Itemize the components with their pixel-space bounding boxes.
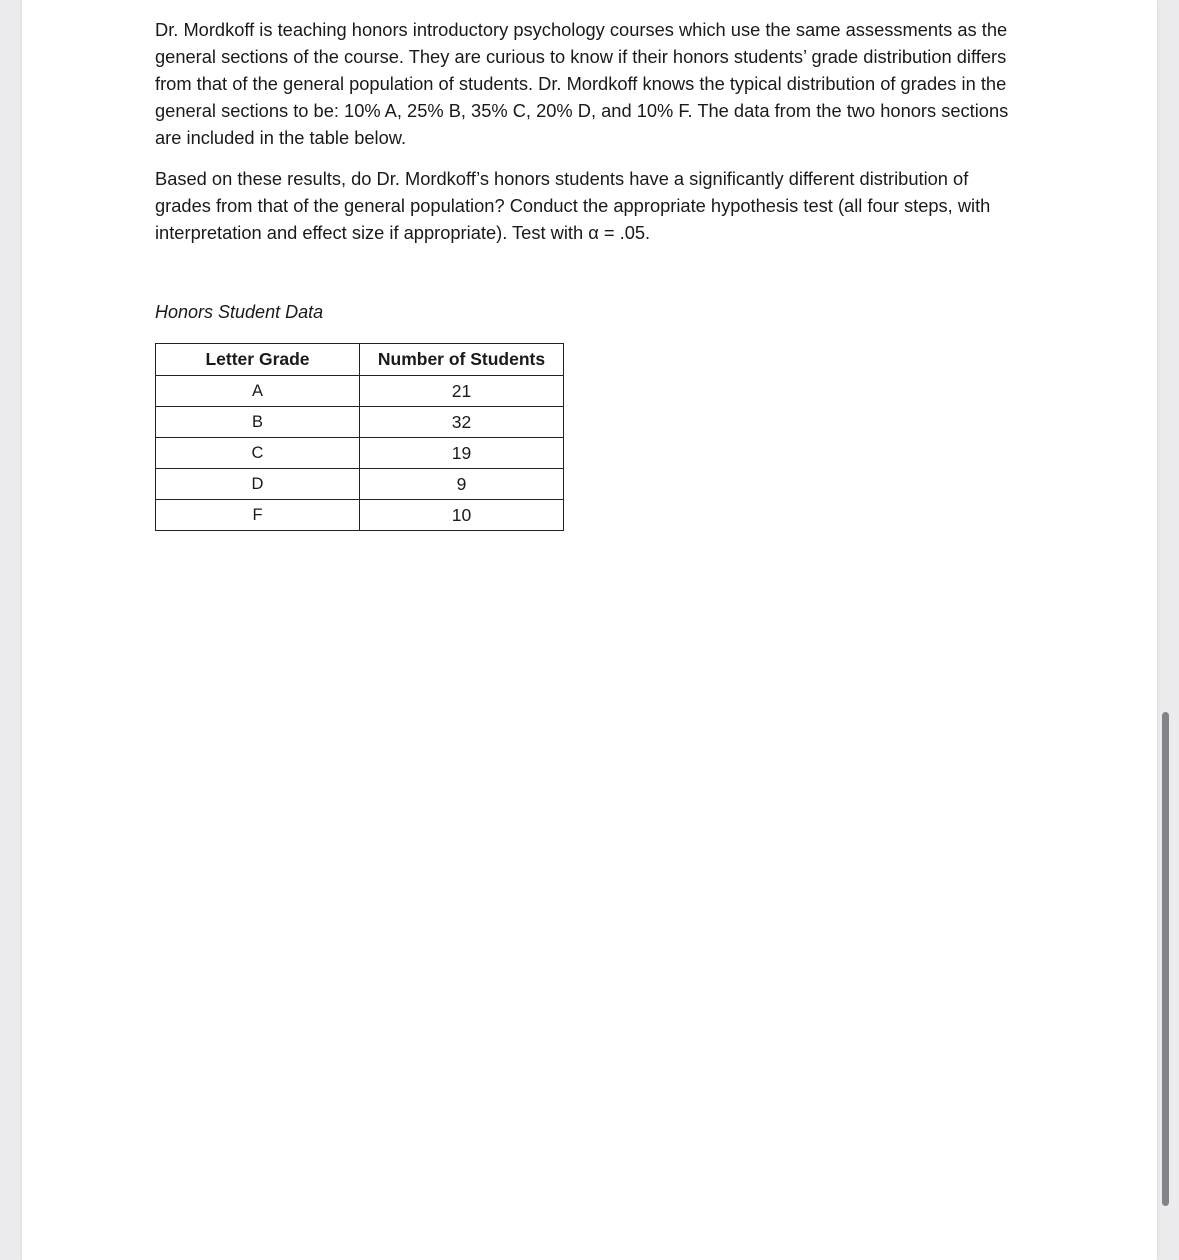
count-cell: 32 bbox=[360, 407, 564, 438]
grade-cell: F bbox=[156, 500, 360, 531]
table-caption: Honors Student Data bbox=[155, 302, 324, 322]
question-paragraph: Based on these results, do Dr. Mordkoff’s honors students have a significantly different distribution of grades from that of the general population? Conduct the appropriate hypothesis test (all four steps, with interpretation and effect size if appropriate). Test with α = .05. bbox=[155, 168, 991, 243]
grade-cell: C bbox=[156, 438, 360, 469]
scrollbar-thumb[interactable] bbox=[1162, 712, 1169, 1206]
header-letter-grade: Letter Grade bbox=[156, 344, 360, 376]
table-header-row bbox=[156, 344, 564, 376]
count-cell: 21 bbox=[360, 376, 564, 407]
grade-cell: D bbox=[156, 469, 360, 500]
problem-paragraph: Dr. Mordkoff is teaching honors introductory psychology courses which use the same assessments as the general sections of the course. They are curious to know if their honors students’ grade distribution differs from that of the general population of students. Dr. Mordkoff knows the typical distribution of grades in the general sections to be: 10% A, 25% B, 35% C, 20% D, and 10% F. The data from the two honors sections are included in the table below. bbox=[155, 19, 1009, 148]
table-row bbox=[156, 469, 564, 500]
grade-cell: B bbox=[156, 407, 360, 438]
table-row bbox=[156, 376, 564, 407]
count-cell: 9 bbox=[360, 469, 564, 500]
honors-data-table bbox=[155, 343, 564, 531]
document-page bbox=[22, 0, 1157, 1260]
count-cell: 19 bbox=[360, 438, 564, 469]
grade-cell: A bbox=[156, 376, 360, 407]
table-row bbox=[156, 438, 564, 469]
header-number-of-students: Number of Students bbox=[360, 344, 564, 376]
vertical-scrollbar[interactable] bbox=[1159, 0, 1171, 1260]
count-cell: 10 bbox=[360, 500, 564, 531]
table-row bbox=[156, 407, 564, 438]
table-row bbox=[156, 500, 564, 531]
